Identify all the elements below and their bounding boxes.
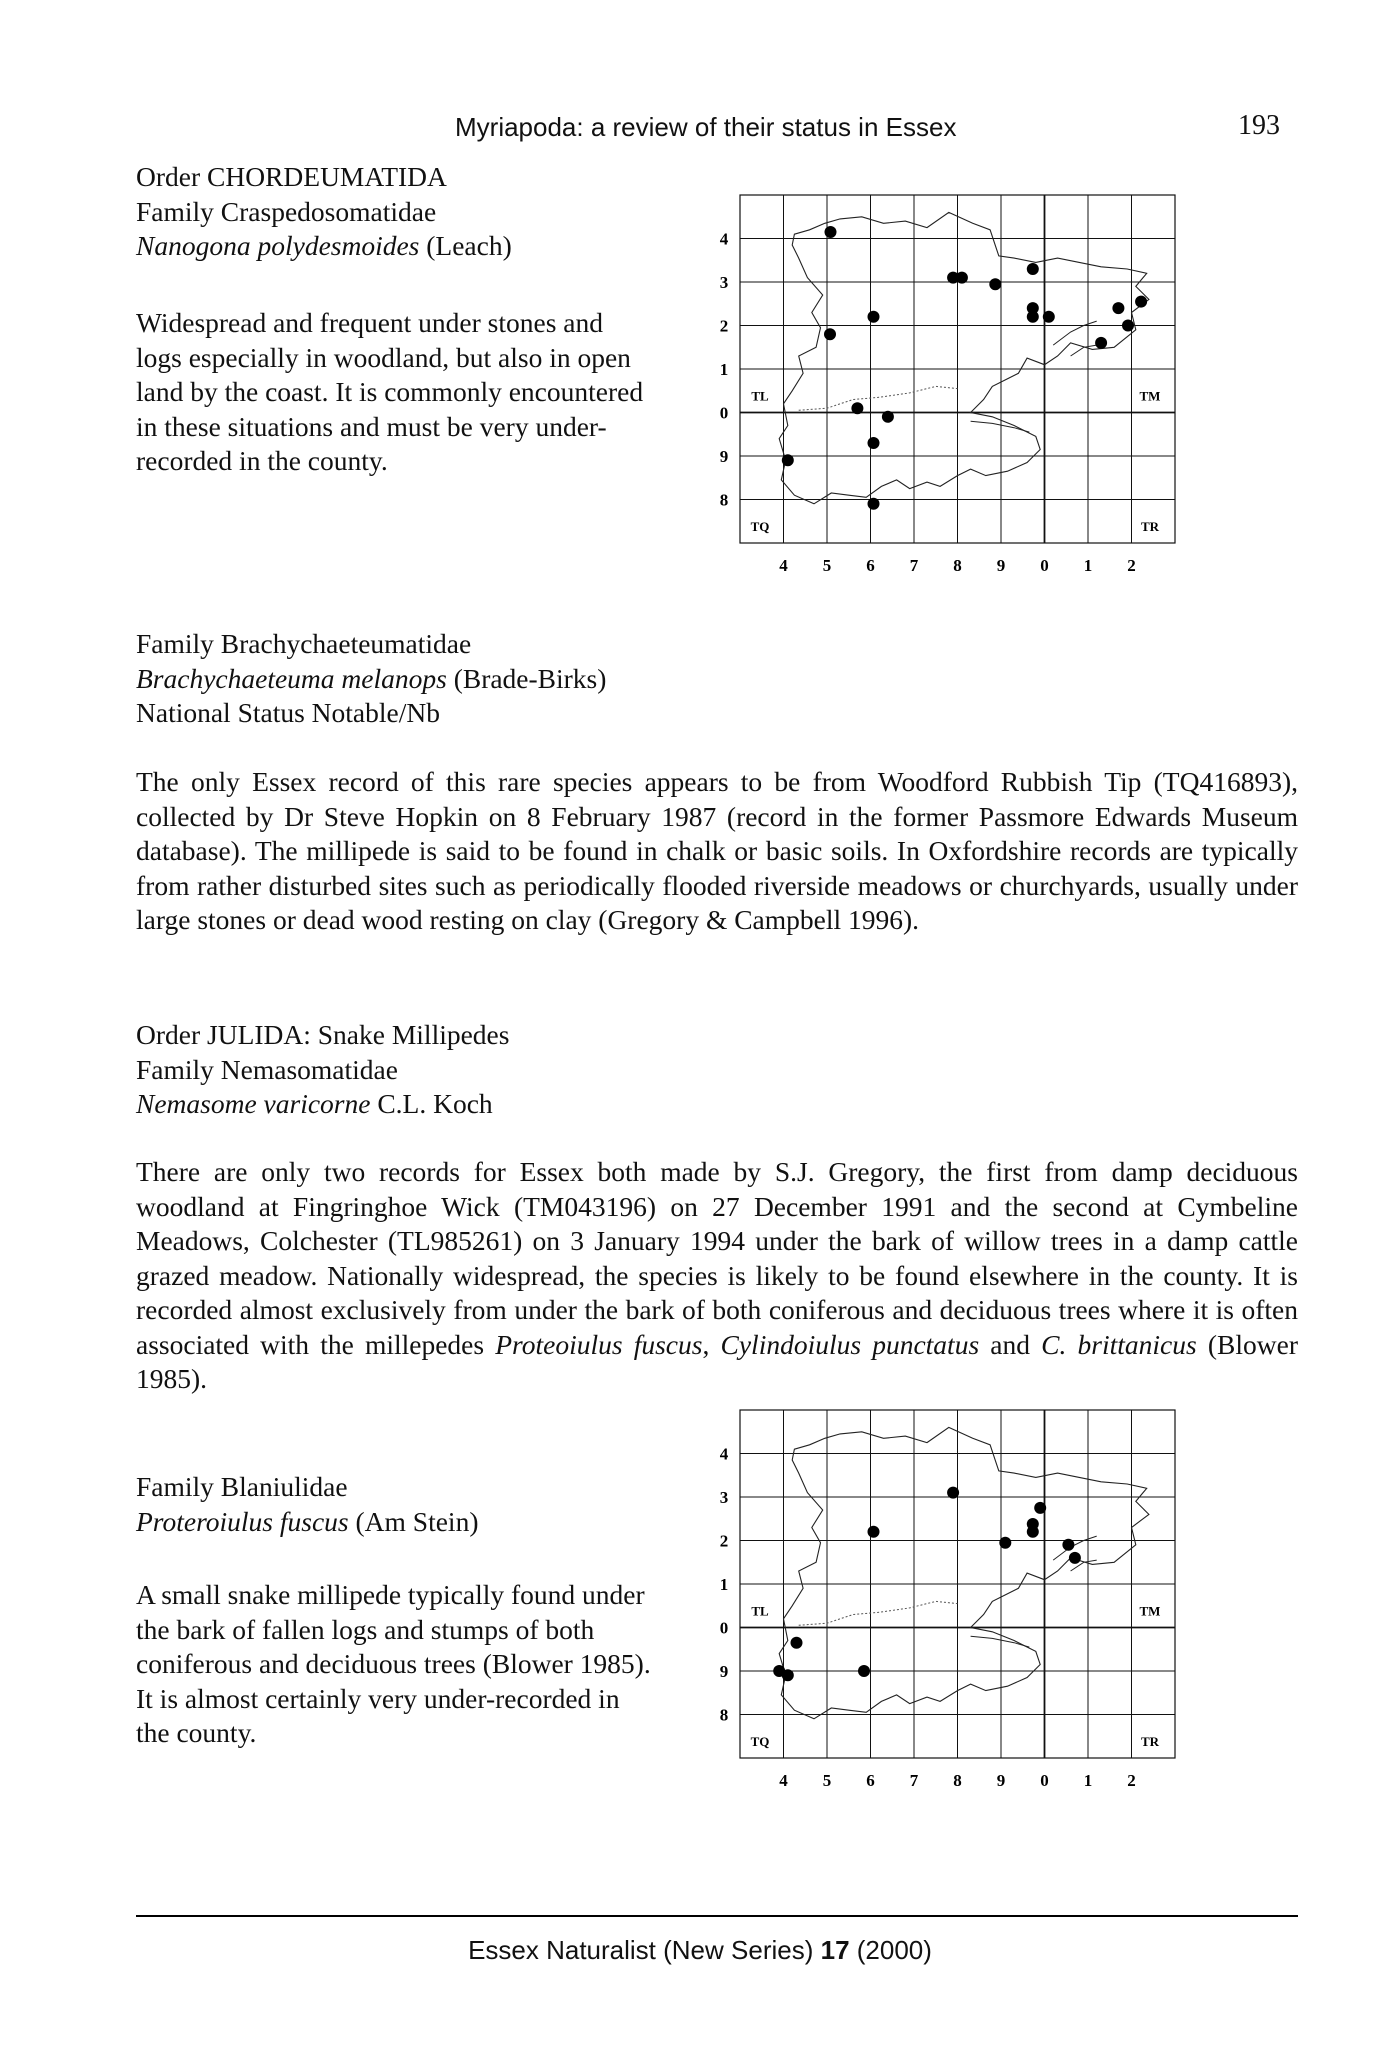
x-tick-label: 2 [1127, 1771, 1136, 1790]
family-heading: Family Brachychaeteumatidae [136, 628, 472, 659]
paragraph-text: (Blower 1985). [136, 1328, 1298, 1394]
text-line: recorded in the county. [136, 445, 388, 476]
species-name: Brachychaeteuma melanops [136, 662, 447, 694]
grid-square-label: TQ [750, 1734, 770, 1749]
record-dot [868, 311, 880, 323]
record-dot [1034, 1502, 1046, 1514]
record-dot [1027, 1526, 1039, 1538]
grid-square-label: TL [751, 1603, 769, 1619]
text-line: Widespread and frequent under stones and [136, 307, 603, 338]
x-tick-label: 2 [1127, 556, 1136, 575]
record-dot [858, 1665, 870, 1677]
text-line: land by the coast. It is commonly encountered [136, 376, 644, 407]
record-dot [782, 454, 794, 466]
x-tick-label: 4 [779, 556, 788, 575]
footer-year: (2000) [849, 1935, 932, 1965]
record-dot [1112, 302, 1124, 314]
family-heading: Family Craspedosomatidae [136, 195, 437, 227]
text-line: coniferous and deciduous trees (Blower 1985). [136, 1648, 651, 1679]
section-proteroiulus-text [136, 1578, 676, 1751]
y-tick-label: 8 [719, 490, 729, 510]
y-tick-label: 9 [719, 447, 729, 466]
vice-county-boundary [799, 1601, 958, 1625]
grid-square-label: TM [1139, 1603, 1161, 1619]
record-dot [1069, 1552, 1081, 1564]
text-line: A small snake millipede typically found under [136, 1579, 645, 1610]
record-dot [868, 1526, 880, 1538]
paragraph: The only Essex record of this rare species appears to be from Woodford Rubbish Tip (TQ416893), collected by Dr Steve Hopkin on 8 February 1987 (record in the former Passmore Edwards Museum database). The millipede is said to be found in chalk or basic soils. In Oxfordshire records are typically from rather disturbed sites such as periodically flooded riverside meadows or churchyards, usually under large stones or dead wood resting on clay (Gregory & Campbell 1996). [136, 766, 1298, 935]
grid-square-label: TQ [750, 519, 770, 534]
estuary-line [971, 421, 1030, 432]
text-line: in these situations and must be very under- [136, 410, 607, 442]
footer-journal: Essex Naturalist (New Series) [468, 1935, 821, 1965]
section-nanogona-text [136, 306, 676, 479]
footer-rule [136, 1915, 1298, 1917]
record-dot [782, 1669, 794, 1681]
x-tick-label: 6 [866, 1771, 875, 1790]
record-dot [999, 1537, 1011, 1549]
species-name: Proteroiulus fuscus [136, 1505, 349, 1537]
grid-square-label: TM [1139, 388, 1161, 404]
y-tick-label: 2 [719, 1531, 729, 1551]
record-dot [868, 437, 880, 449]
species-author: (Leach) [419, 230, 512, 261]
footer-citation [0, 1935, 1400, 1966]
text-line: the county. [136, 1717, 257, 1748]
y-tick-label: 3 [719, 273, 729, 292]
x-tick-label: 0 [1040, 1771, 1049, 1790]
record-dot [1027, 311, 1039, 323]
record-dot [947, 1487, 959, 1499]
x-tick-label: 7 [909, 1771, 919, 1790]
x-tick-label: 4 [779, 1771, 788, 1790]
species-author: (Am Stein) [348, 1505, 479, 1537]
record-dot [1043, 311, 1055, 323]
x-tick-label: 8 [953, 1771, 962, 1790]
record-dot [868, 498, 880, 510]
y-tick-label: 3 [719, 1488, 729, 1507]
vice-county-boundary [799, 386, 958, 410]
y-tick-label: 4 [719, 229, 729, 249]
record-dot [791, 1637, 803, 1649]
x-tick-label: 1 [1083, 1771, 1093, 1790]
estuary-line [971, 1636, 1030, 1647]
x-tick-label: 6 [866, 556, 875, 575]
y-tick-label: 1 [719, 1575, 729, 1594]
family-heading: Family Nemasomatidae [136, 1053, 398, 1085]
family-heading: Family Blaniulidae [136, 1471, 348, 1502]
separator: , [702, 1328, 721, 1360]
record-dot [1095, 337, 1107, 349]
section-brachychaeteuma-text [136, 765, 1298, 938]
species-name: Nanogona polydesmoides [136, 230, 420, 261]
x-tick-label: 8 [953, 556, 962, 575]
y-tick-label: 2 [719, 316, 729, 336]
grid-square-label: TL [751, 388, 769, 404]
species-heading [136, 1087, 936, 1122]
y-tick-label: 9 [719, 1662, 729, 1681]
separator: and [979, 1328, 1042, 1360]
distribution-map-nanogona [690, 185, 1310, 715]
record-dot [1062, 1539, 1074, 1551]
species-author: C.L. Koch [370, 1088, 493, 1119]
record-dot [956, 272, 968, 284]
species-heading [136, 662, 676, 697]
record-dot [882, 411, 894, 423]
grid-square-label: TR [1140, 1734, 1160, 1749]
x-tick-label: 7 [909, 556, 919, 575]
section-brachychaeteuma-heading [136, 627, 676, 731]
x-tick-label: 5 [822, 556, 832, 575]
section-proteroiulus-heading [136, 1470, 676, 1539]
y-tick-label: 1 [719, 360, 729, 379]
paragraph [136, 1155, 1298, 1397]
record-dot [1122, 320, 1134, 332]
text-line: It is almost certainly very under-recorded in [136, 1682, 620, 1714]
running-title: Myriapoda: a review of their status in Essex [455, 112, 957, 142]
footer-volume: 17 [820, 1935, 850, 1965]
y-tick-label: 0 [719, 403, 729, 423]
record-dot [1027, 263, 1039, 275]
species-heading [136, 229, 676, 264]
species-heading [136, 1505, 676, 1540]
distribution-map-svg [690, 1400, 1310, 1930]
distribution-map-proteroiulus [690, 1400, 1310, 1930]
y-tick-label: 8 [719, 1705, 729, 1725]
county-outline [779, 1427, 1149, 1718]
distribution-map-svg [690, 185, 1310, 715]
species-name: Cylindoiulus punctatus [720, 1328, 980, 1360]
record-dot [989, 278, 1001, 290]
x-tick-label: 9 [996, 556, 1006, 575]
x-tick-label: 1 [1083, 556, 1093, 575]
x-tick-label: 9 [996, 1771, 1006, 1790]
page-number: 193 [1238, 110, 1280, 141]
text-line: logs especially in woodland, but also in open [136, 341, 631, 373]
y-tick-label: 0 [719, 1618, 729, 1638]
species-name: C. brittanicus [1041, 1328, 1197, 1360]
record-dot [825, 226, 837, 238]
order-heading: Order CHORDEUMATIDA [136, 161, 447, 192]
estuary-line [1053, 321, 1097, 345]
species-author: (Brade-Birks) [446, 662, 607, 694]
record-dot [851, 402, 863, 414]
species-name: Proteoiulus fuscus [495, 1328, 703, 1360]
section-nemasome-heading [136, 1018, 936, 1122]
x-tick-label: 5 [822, 1771, 832, 1790]
order-heading: Order JULIDA: Snake Millipedes [136, 1019, 510, 1050]
record-dot [824, 328, 836, 340]
section-nemasome-text [136, 1155, 1298, 1397]
species-name: Nemasome varicorne [136, 1088, 371, 1119]
record-dot [1135, 296, 1147, 308]
y-tick-label: 4 [719, 1444, 729, 1464]
paragraph-text: There are only two records for Essex both made by S.J. Gregory, the first from damp deciduous woodland at Fingringhoe Wick (TM043196) on 27 December 1991 and the second at Cymbeline Meadows, Colchester (TL985261) on 3 January 1994 under the bark of willow trees in a damp cattle grazed meadow. Nationally widespread, the species is likely to be found elsewhere in the county. It is recorded almost exclusively from under the bark of both coniferous and deciduous trees where it is often associated with the millepedes [136, 1156, 1298, 1360]
status-line: National Status Notable/Nb [136, 697, 440, 728]
grid-square-label: TR [1140, 519, 1160, 534]
text-line: the bark of fallen logs and stumps of both [136, 1613, 595, 1645]
x-tick-label: 0 [1040, 556, 1049, 575]
section-nanogona-heading [136, 160, 676, 264]
county-outline [779, 212, 1149, 503]
